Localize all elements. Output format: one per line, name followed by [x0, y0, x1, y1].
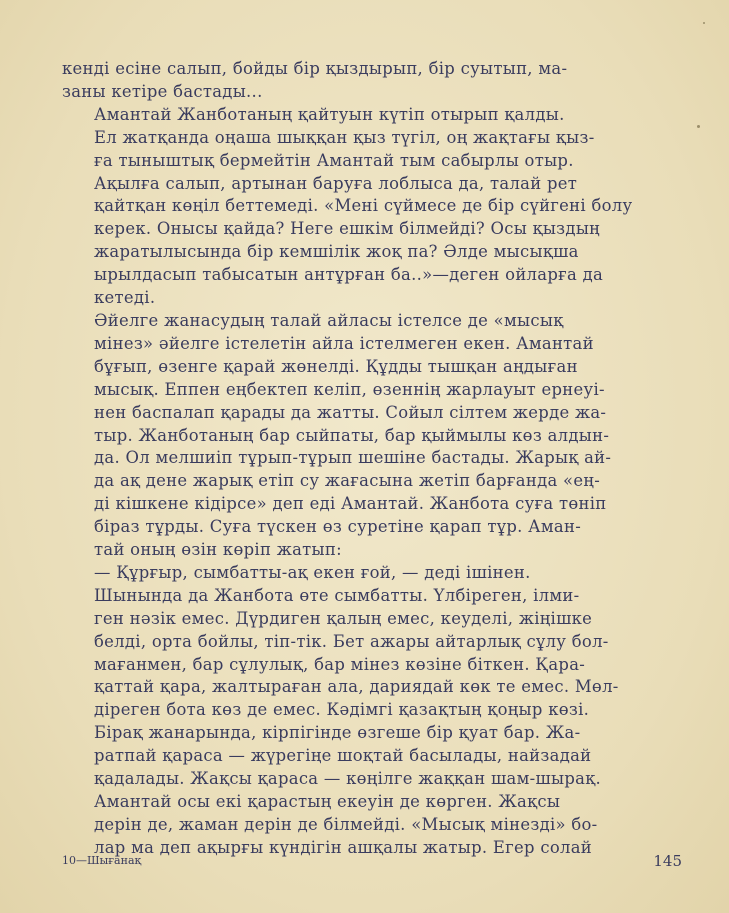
text-line: белді, орта бойлы, тіп-тік. Бет ажары айтарлық сұлу бол- [94, 631, 609, 651]
text-line: мысық. Еппен еңбектеп келіп, өзеннің жарлауыт ернеуі- [94, 379, 605, 399]
text-line: тыр. Жанботаның бар сыйпаты, бар қыймылы көз алдын- [94, 425, 610, 445]
text-line: ратпай қараса — жүрегіңе шоқтай басылады, найзадай [94, 746, 592, 766]
text-line: Әйелге жанасудың талай айласы істелсе де «мысық [94, 310, 564, 330]
text-line: ырылдасып табысатын антұрған ба..»—деген ойларға да [94, 265, 604, 285]
text-line: Ақылға салып, артынан баруға лоблыса да, талай рет [94, 173, 578, 193]
text-line: Амантай Жанботаның қайтуын күтіп отырып қалды. [94, 104, 565, 124]
text-line: дерін де, жаман дерін де білмейді. «Мысық мінезді» бо- [94, 814, 598, 834]
text-line: кенді есіне салып, бойды бір қыздырып, бір суытып, ма- [62, 59, 568, 78]
paragraph [62, 58, 670, 104]
page-number: 145 [653, 852, 682, 870]
text-line: ға тыныштық бермейтін Амантай тым сабырлы отыр. [94, 150, 574, 170]
text-line: Бірақ жанарында, кірпігінде өзгеше бір қуат бар. Жа- [94, 723, 581, 743]
paragraph [62, 791, 670, 860]
text-line: жаратылысында бір кемшілік жоқ па? Әлде мысықша [94, 242, 579, 262]
text-line: қаттай қара, жалтыраған ала, дариядай көк те емес. Мөл- [94, 677, 619, 697]
body-text [62, 58, 670, 860]
text-line: керек. Онысы қайда? Неге ешкім білмейді? Осы қыздың [94, 219, 600, 239]
text-line: қадалады. Жақсы қараса — көңілге жаққан шам-шырақ. [94, 769, 601, 789]
paper-speck [703, 22, 705, 24]
text-line: Амантай осы екі қарастың екеуін де көрген. Жақсы [94, 792, 561, 811]
text-line: Ел жатқанда оңаша шыққан қыз түгіл, оң жақтағы қыз- [94, 127, 595, 147]
text-line: — Құрғыр, сымбатты-ақ екен ғой, — деді ішінен. [94, 562, 531, 582]
text-line: нен баспалап қарады да жатты. Сойыл сілтем жерде жа- [94, 402, 607, 422]
text-line: бұғып, өзенге қарай жөнелді. Құдды тышқан аңдыған [94, 356, 578, 376]
paragraph [62, 585, 670, 791]
text-line: мағанмен, бар сұлулық, бар мінез көзіне біткен. Қара- [94, 654, 586, 674]
text-line: біраз тұрды. Суға түскен өз суретіне қарап тұр. Аман- [94, 517, 582, 537]
text-line: заны кетіре бастады... [62, 81, 263, 101]
text-line: қайтқан көңіл беттемеді. «Мені сүймесе де бір сүйгені болу [94, 196, 633, 216]
signature-mark: 10—Шығанақ [62, 854, 142, 867]
text-line: кетеді. [94, 288, 156, 308]
text-line: ген нәзік емес. Дүрдиген қалың емес, кеуделі, жіңішке [94, 608, 593, 628]
paragraph [62, 104, 670, 310]
text-line: мінез» әйелге істелетін айла істелмеген екен. Амантай [94, 333, 594, 353]
text-line: лар ма деп ақырғы күндігін ашқалы жатыр. Егер солай [94, 837, 593, 857]
paragraph [62, 562, 670, 585]
paper-speck [697, 125, 700, 128]
text-line: да ақ дене жарық етіп су жағасына жетіп барғанда «ең- [94, 471, 601, 491]
page-footer [62, 852, 682, 872]
text-line: Шынында да Жанбота өте сымбатты. Үлбіреген, ілми- [94, 585, 580, 605]
text-line: ді кішкене кідірсе» деп еді Амантай. Жанбота суға төніп [94, 494, 607, 514]
paragraph [62, 310, 670, 562]
text-line: тай оның өзін көріп жатып: [94, 540, 342, 560]
text-line: діреген бота көз де емес. Кәдімгі қазақтың қоңыр көзі. [94, 700, 590, 720]
text-line: да. Ол мелшиіп тұрып-тұрып шешіне бастады. Жарық ай- [94, 448, 612, 468]
